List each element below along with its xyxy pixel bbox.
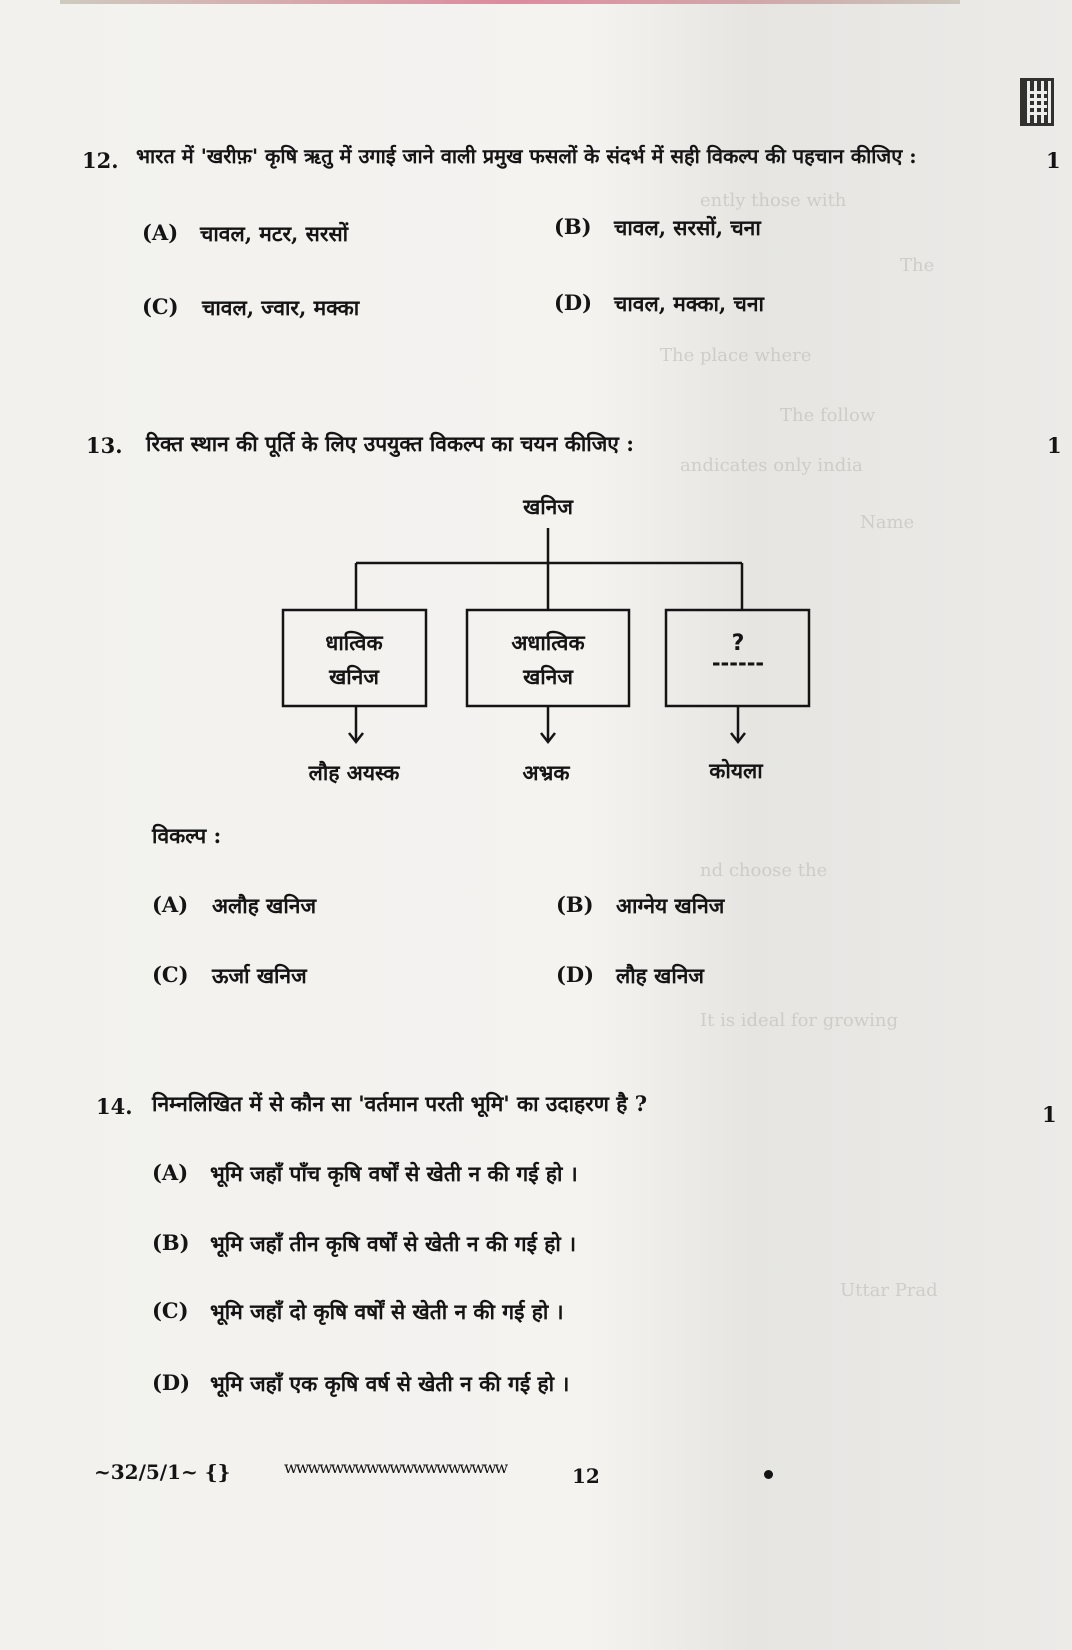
diagram-leaf-label: कोयला: [709, 759, 763, 783]
option-label: (C): [152, 962, 189, 987]
option-label: (D): [152, 1370, 191, 1395]
option-label: (B): [554, 214, 592, 239]
option-text: चावल, ज्वार, मक्का: [202, 295, 360, 320]
option-label: (A): [152, 1160, 189, 1185]
diagram-box-text: अधात्विक: [511, 631, 585, 655]
option-label: (C): [152, 1298, 189, 1323]
diagram-box-text: खनिज: [329, 665, 379, 689]
option-text: ऊर्जा खनिज: [212, 963, 307, 988]
option-label: (A): [152, 892, 189, 917]
diagram-box-text: धात्विक: [325, 631, 383, 655]
option-text: लौह खनिज: [616, 963, 704, 988]
show-through-text: nd choose the: [700, 860, 828, 881]
top-edge-stripe: [60, 0, 960, 4]
show-through-text: Uttar Prad: [840, 1280, 938, 1301]
show-through-text: The follow: [780, 405, 876, 426]
option-text: चावल, मटर, सरसों: [200, 221, 349, 246]
show-through-text: Name: [860, 512, 915, 533]
diagram-box-metallic: [283, 610, 426, 706]
diagram-root-label: खनिज: [523, 495, 573, 519]
option-label: (C): [142, 294, 179, 319]
diagram-leaf-label: लौह अयस्क: [308, 761, 400, 785]
show-through-text: It is ideal for growing: [700, 1010, 898, 1031]
show-through-text: ently those with: [700, 190, 847, 211]
footer-dot: [764, 1470, 773, 1479]
diagram-leaf-label: अभ्रक: [522, 761, 570, 785]
option-label: (A): [142, 220, 179, 245]
question-number: 13.: [86, 433, 123, 458]
question-marks: 1: [1046, 148, 1061, 173]
diagram-blank-line: ------: [711, 651, 765, 675]
question-number: 12.: [82, 148, 119, 173]
footer-squiggle: wwwwwwwwwwwwwwwwwww: [284, 1458, 507, 1477]
question-marks: 1: [1047, 433, 1062, 458]
option-text: भूमि जहाँ एक कृषि वर्ष से खेती न की गई हो ।: [210, 1371, 570, 1396]
question-text: निम्नलिखित में से कौन सा 'वर्तमान परती भूमि' का उदाहरण है ?: [152, 1091, 648, 1116]
option-text: चावल, मक्का, चना: [614, 291, 764, 316]
question-text: रिक्त स्थान की पूर्ति के लिए उपयुक्त विकल्प का चयन कीजिए :: [146, 431, 634, 456]
option-text: भूमि जहाँ दो कृषि वर्षों से खेती न की गई हो ।: [210, 1299, 564, 1324]
page-number: 12: [572, 1464, 600, 1488]
option-text: भूमि जहाँ तीन कृषि वर्षों से खेती न की गई हो ।: [210, 1231, 577, 1256]
option-text: आग्नेय खनिज: [616, 893, 725, 918]
option-label: (B): [152, 1230, 190, 1255]
diagram-box-nonmetallic: [467, 610, 629, 706]
mineral-classification-diagram: [250, 490, 830, 800]
option-label: (D): [556, 962, 595, 987]
diagram-question-mark: ?: [731, 631, 745, 656]
question-marks: 1: [1042, 1102, 1057, 1127]
show-through-text: The: [900, 255, 935, 276]
option-text: भूमि जहाँ पाँच कृषि वर्षों से खेती न की गई हो ।: [210, 1161, 578, 1186]
show-through-text: The place where: [660, 345, 812, 366]
option-text: अलौह खनिज: [212, 893, 317, 918]
options-heading: विकल्प :: [152, 823, 222, 848]
option-text: चावल, सरसों, चना: [614, 215, 761, 240]
question-number: 14.: [96, 1094, 133, 1119]
paper-code: ~32/5/1~ {}: [94, 1460, 231, 1484]
question-text: भारत में 'खरीफ़' कृषि ऋतु में उगाई जाने वाली प्रमुख फसलों के संदर्भ में सही विकल्प की पहचान कीजिए :: [136, 144, 917, 168]
qr-code-icon: [1020, 78, 1054, 126]
option-label: (D): [554, 290, 593, 315]
show-through-text: andicates only india: [680, 455, 863, 476]
option-label: (B): [556, 892, 594, 917]
diagram-box-text: खनिज: [523, 665, 573, 689]
